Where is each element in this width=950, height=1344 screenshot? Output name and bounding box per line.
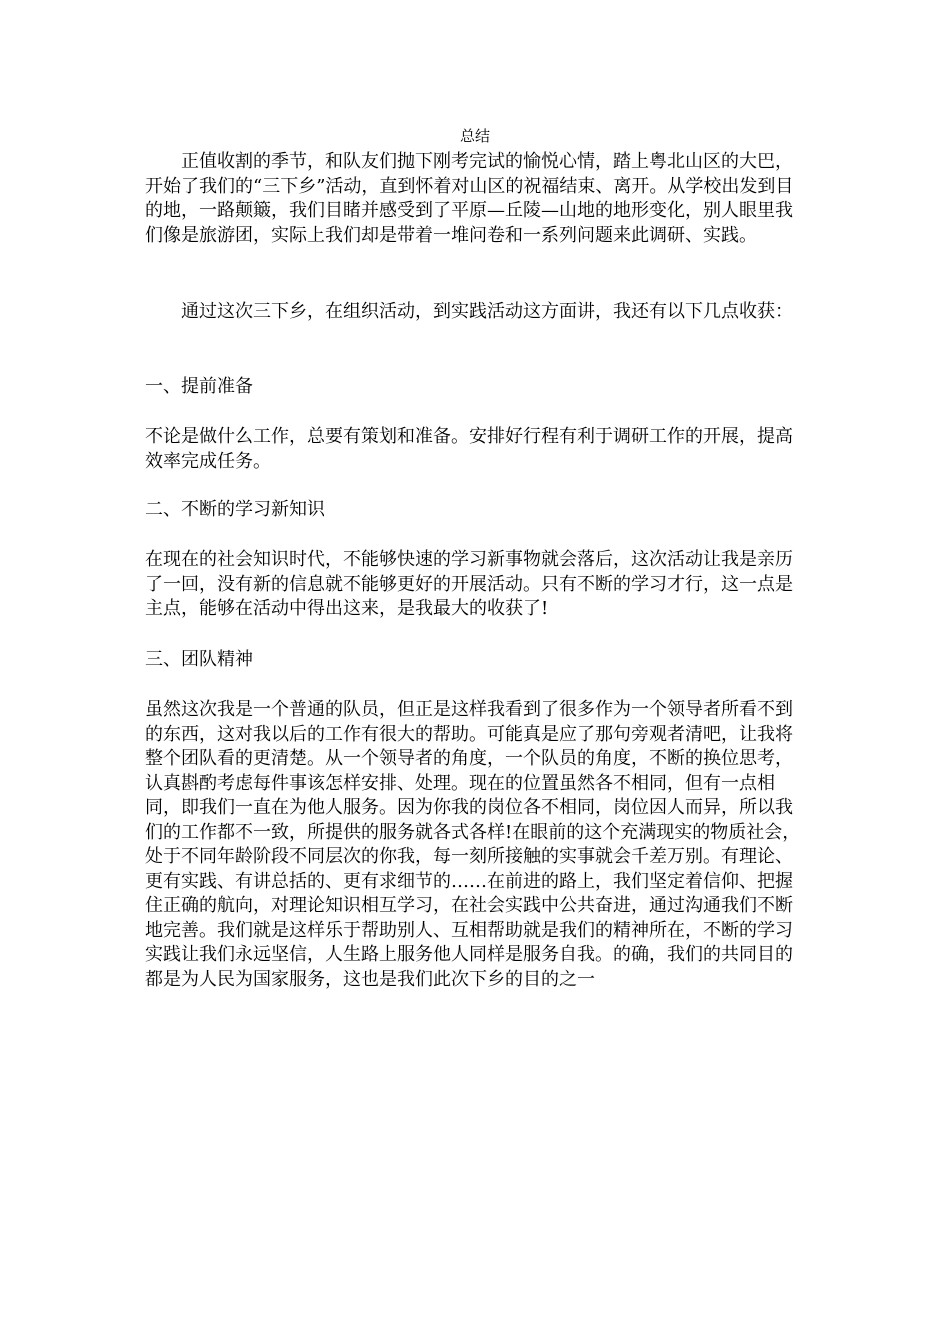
section-heading-1: 一、提前准备 xyxy=(145,376,253,397)
section-body-1: 不论是做什么工作，总要有策划和准备。安排好行程有利于调研工作的开展，提高效率完成任务。 xyxy=(145,426,793,472)
section-body-3: 虽然这次我是一个普通的队员，但正是这样我看到了很多作为一个领导者所看不到的东西，这对我以后的工作有很大的帮助。可能真是应了那句旁观者清吧，让我将整个团队看的更清楚。从一个领导者的角度，一个队员的角度，不断的换位思考，认真斟酌考虑每件事该怎样安排、处理。现在的位置虽然各不相同，但有一点相同，即我们一直在为他人服务。因为你我的岗位各不相同，岗位因人而异，所以我们的工作都不一致，所提供的服务就各式各样!在眼前的这个充满现实的物质社会，处于不同年龄阶段不同层次的你我，每一刻所接触的实事就会千差万别。有理论、更有实践、有讲总括的、更有求细节的……在前进的路上，我们坚定着信仰、把握住正确的航向，对理论知识相互学习，在社会实践中公共奋进，通过沟通我们不断地完善。我们就是这样乐于帮助别人、互相帮助就是我们的精神所在，不断的学习实践让我们永远坚信，人生路上服务他人同样是服务自我。的确，我们的共同目的都是为人民为国家服务，这也是我们此次下乡的目的之一 xyxy=(145,699,801,990)
document-title: 总结 xyxy=(459,127,490,145)
section-heading-2: 二、不断的学习新知识 xyxy=(145,499,325,520)
intro-paragraph: 正值收割的季节，和队友们抛下刚考完试的愉悦心情，踏上粤北山区的大巴，开始了我们的“三下乡”活动，直到怀着对山区的祝福结束、离开。从学校出发到目的地，一路颠簸，我们目睹并感受到了平原—丘陵—山地的地形变化，别人眼里我们像是旅游团，实际上我们却是带着一堆问卷和一系列问题来此调研、实践。 xyxy=(145,151,794,246)
section-heading-3: 三、团队精神 xyxy=(145,649,253,670)
summary-paragraph: 通过这次三下乡，在组织活动，到实践活动这方面讲，我还有以下几点收获： xyxy=(181,301,793,322)
section-body-2: 在现在的社会知识时代，不能够快速的学习新事物就会落后，这次活动让我是亲历了一回，没有新的信息就不能够更好的开展活动。只有不断的学习才行，这一点是主点，能够在活动中得出这来，是我最大的收获了! xyxy=(145,549,793,619)
